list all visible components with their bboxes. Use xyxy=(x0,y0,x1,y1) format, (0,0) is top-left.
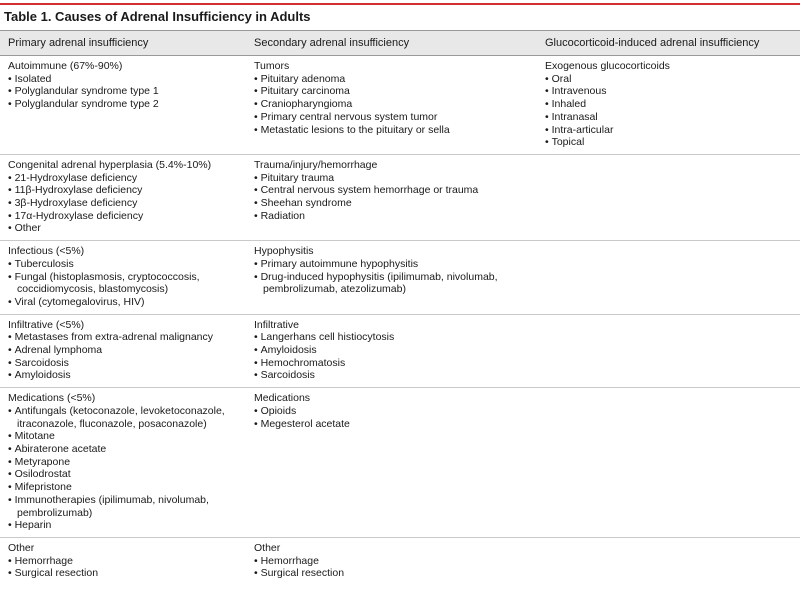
table-cell xyxy=(537,314,800,388)
cause-list-item: • Pituitary trauma xyxy=(254,172,533,185)
cause-list-item: • Tuberculosis xyxy=(8,258,242,271)
title-rule xyxy=(0,3,800,5)
cause-list xyxy=(254,405,533,430)
cause-list-item: • Isolated xyxy=(8,73,242,86)
table-row xyxy=(0,537,800,585)
table-cell xyxy=(0,537,246,585)
cause-group-heading: Hypophysitis xyxy=(254,245,314,258)
table-row xyxy=(0,241,800,315)
cause-list xyxy=(8,405,242,532)
cause-group-heading: Other xyxy=(8,541,35,554)
table-cell xyxy=(246,241,537,315)
cause-list xyxy=(254,555,533,580)
cause-list-item: • 3β-Hydroxylase deficiency xyxy=(8,197,242,210)
cause-list-item: • Fungal (histoplasmosis, cryptococcosis, coccidiomycosis, blastomycosis) xyxy=(8,271,242,296)
cause-list-item: • Polyglandular syndrome type 2 xyxy=(8,98,242,111)
cause-list-item: • Opioids xyxy=(254,405,533,418)
cause-list-item: • Intravenous xyxy=(545,85,796,98)
cause-list-item: • Pituitary carcinoma xyxy=(254,85,533,98)
table-cell xyxy=(0,154,246,240)
table-row xyxy=(0,154,800,240)
cause-list-item: • 21-Hydroxylase deficiency xyxy=(8,172,242,185)
cause-list-item: • Craniopharyngioma xyxy=(254,98,533,111)
cause-list-item: • Amyloidosis xyxy=(254,344,533,357)
cause-list-item: • Intranasal xyxy=(545,111,796,124)
cause-list-item: • Amyloidosis xyxy=(8,369,242,382)
header-row xyxy=(0,31,800,56)
cause-list-item: • Primary central nervous system tumor xyxy=(254,111,533,124)
cause-list xyxy=(8,555,242,580)
cause-list-item: • Osilodrostat xyxy=(8,468,242,481)
cause-list-item: • Hemochromatosis xyxy=(254,357,533,370)
table-cell xyxy=(246,388,537,538)
cause-list-item: • Central nervous system hemorrhage or trauma xyxy=(254,184,533,197)
cause-list xyxy=(254,331,533,382)
cause-list-item: • Immunotherapies (ipilimumab, nivolumab, pembrolizumab) xyxy=(8,494,242,519)
cause-list-item: • 11β-Hydroxylase deficiency xyxy=(8,184,242,197)
cause-list-item: • Hemorrhage xyxy=(8,555,242,568)
cause-list-item: • Surgical resection xyxy=(254,567,533,580)
cause-list-item: • Intra-articular xyxy=(545,124,796,137)
cause-list-item: • Heparin xyxy=(8,519,242,532)
cause-group-heading: Infiltrative (<5%) xyxy=(8,318,85,331)
table-cell xyxy=(537,537,800,585)
cause-group-heading: Medications (<5%) xyxy=(8,392,96,405)
cause-group-heading: Other xyxy=(254,541,281,554)
cause-group-heading: Infectious (<5%) xyxy=(8,245,85,258)
cause-list-item: • Oral xyxy=(545,73,796,86)
cause-list xyxy=(545,73,796,149)
cause-group-heading: Congenital adrenal hyperplasia (5.4%-10%) xyxy=(8,158,212,171)
table-cell xyxy=(246,56,537,155)
cause-group-heading: Infiltrative xyxy=(254,318,299,331)
cause-group-heading: Exogenous glucocorticoids xyxy=(545,60,670,72)
cause-list-item: • Drug-induced hypophysitis (ipilimumab, nivolumab, pembrolizumab, atezolizumab) xyxy=(254,271,533,296)
cause-list-item: • Pituitary adenoma xyxy=(254,73,533,86)
column-header: Glucocorticoid-induced adrenal insufficiency xyxy=(537,31,800,56)
cause-group-heading: Autoimmune (67%-90%) xyxy=(8,60,123,72)
table-cell xyxy=(246,537,537,585)
cause-list-item: • Langerhans cell histiocytosis xyxy=(254,331,533,344)
cause-group-heading: Tumors xyxy=(254,60,290,72)
cause-list-item: • Radiation xyxy=(254,210,533,223)
table-row xyxy=(0,388,800,538)
table-row xyxy=(0,56,800,155)
cause-list-item: • Mifepristone xyxy=(8,481,242,494)
cause-list xyxy=(8,331,242,382)
table-cell xyxy=(246,154,537,240)
cause-list-item: • Primary autoimmune hypophysitis xyxy=(254,258,533,271)
cause-list xyxy=(8,172,242,236)
table-cell xyxy=(537,56,800,155)
cause-list-item: • Metyrapone xyxy=(8,456,242,469)
cause-list xyxy=(254,73,533,137)
cause-list-item: • Surgical resection xyxy=(8,567,242,580)
table-cell xyxy=(537,241,800,315)
cause-list xyxy=(254,172,533,223)
cause-list-item: • Hemorrhage xyxy=(254,555,533,568)
cause-list-item: • Antifungals (ketoconazole, levoketoconazole, itraconazole, fluconazole, posaconazole) xyxy=(8,405,242,430)
cause-list-item: • Sarcoidosis xyxy=(254,369,533,382)
cause-list-item: • Metastatic lesions to the pituitary or sella xyxy=(254,124,533,137)
table-row xyxy=(0,314,800,388)
cause-list-item: • Polyglandular syndrome type 1 xyxy=(8,85,242,98)
table-cell xyxy=(0,56,246,155)
cause-list-item: • 17α-Hydroxylase deficiency xyxy=(8,210,242,223)
cause-list-item: • Sheehan syndrome xyxy=(254,197,533,210)
cause-list-item: • Topical xyxy=(545,136,796,149)
cause-group-heading: Trauma/injury/hemorrhage xyxy=(254,158,378,171)
cause-list-item: • Metastases from extra-adrenal malignancy xyxy=(8,331,242,344)
cause-list xyxy=(8,73,242,111)
cause-list-item: • Adrenal lymphoma xyxy=(8,344,242,357)
cause-list-item: • Inhaled xyxy=(545,98,796,111)
column-header: Secondary adrenal insufficiency xyxy=(246,31,537,56)
table-body xyxy=(0,56,800,586)
cause-group-heading: Medications xyxy=(254,392,311,405)
causes-table xyxy=(0,30,800,585)
cause-list-item: • Megesterol acetate xyxy=(254,418,533,431)
cause-list xyxy=(254,258,533,296)
table-cell xyxy=(537,388,800,538)
table-cell xyxy=(0,388,246,538)
table-title: Table 1. Causes of Adrenal Insufficiency in Adults xyxy=(4,9,311,24)
cause-list-item: • Sarcoidosis xyxy=(8,357,242,370)
cause-list xyxy=(8,258,242,309)
table-cell xyxy=(537,154,800,240)
cause-list-item: • Other xyxy=(8,222,242,235)
column-header: Primary adrenal insufficiency xyxy=(0,31,246,56)
table-cell xyxy=(0,241,246,315)
cause-list-item: • Abiraterone acetate xyxy=(8,443,242,456)
cause-list-item: • Viral (cytomegalovirus, HIV) xyxy=(8,296,242,309)
table-cell xyxy=(0,314,246,388)
cause-list-item: • Mitotane xyxy=(8,430,242,443)
table-cell xyxy=(246,314,537,388)
